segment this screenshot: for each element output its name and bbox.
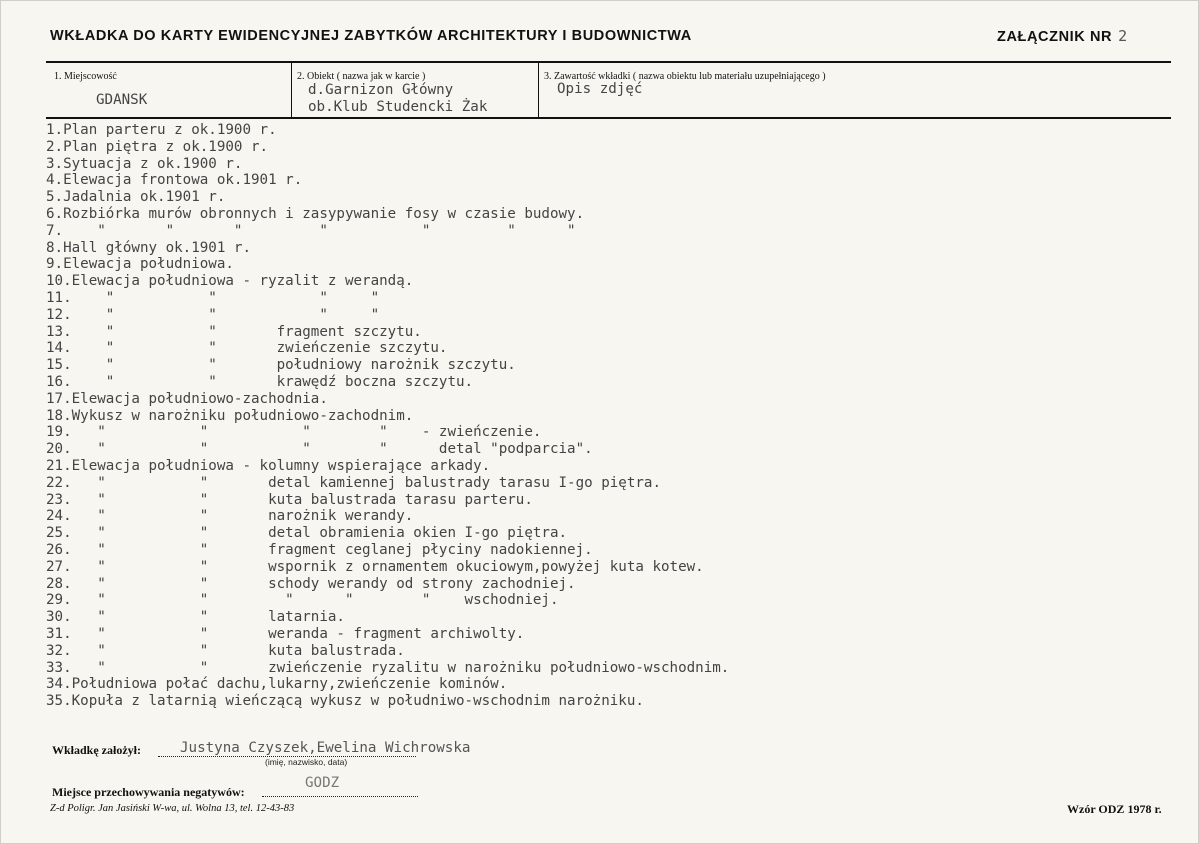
list-item: 8.Hall główny ok.1901 r. — [46, 239, 251, 256]
list-item: 1.Plan parteru z ok.1900 r. — [46, 122, 277, 138]
object-value-line-2: ob.Klub Studencki Żak — [308, 99, 488, 115]
annex-label-text: ZAŁĄCZNIK NR — [997, 29, 1113, 45]
list-item: 17.Elewacja południowo-zachodnia. — [46, 390, 328, 407]
list-item: 32. " " kuta balustrada. — [46, 642, 405, 659]
negatives-value: GODZ — [305, 775, 340, 791]
list-item: 7. " " " " " " " — [46, 222, 576, 239]
column-label-contents: 3. Zawartość wkładki ( nazwa obiektu lub materiału uzupełniającego ) — [544, 71, 826, 82]
list-item: 34.Południowa połać dachu,lukarny,zwieńczenie kominów. — [46, 676, 508, 693]
annex-label — [997, 27, 1128, 45]
list-item: 27. " " wspornik z ornamentem okuciowym,powyżej kuta kotew. — [46, 558, 704, 575]
list-item: 28. " " schody werandy od strony zachodniej. — [46, 575, 576, 592]
list-item: 33. " " zwieńczenie ryzalitu w narożniku południowo-wschodnim. — [46, 659, 730, 676]
header-bottom-rule — [46, 117, 1171, 119]
list-item: 22. " " detal kamiennej balustrady tarasu I-go piętra. — [46, 474, 661, 491]
list-item: 18.Wykusz w narożniku południowo-zachodnim. — [46, 407, 414, 424]
list-item: 19. " " " " - zwieńczenie. — [46, 424, 542, 441]
author-label: Wkładkę założył: — [52, 743, 141, 757]
list-item: 16. " " krawędź boczna szczytu. — [46, 373, 474, 390]
list-item: 5.Jadalnia ok.1901 r. — [46, 189, 226, 206]
list-item: 15. " " południowy narożnik szczytu. — [46, 357, 516, 374]
list-item: 4.Elewacja frontowa ok.1901 r. — [46, 172, 303, 189]
contents-value: Opis zdjęć — [557, 81, 643, 97]
list-item: 20. " " " " detal "podparcia". — [46, 441, 593, 458]
author-value: Justyna Czyszek,Ewelina Wichrowska — [180, 740, 471, 756]
list-item: 6.Rozbiórka murów obronnych i zasypywanie fosy w czasie budowy. — [46, 205, 585, 222]
photo-description-list — [46, 122, 729, 710]
list-item: 31. " " weranda - fragment archiwolty. — [46, 625, 525, 642]
column-divider-1 — [291, 63, 292, 117]
list-item: 3.Sytuacja z ok.1900 r. — [46, 155, 243, 172]
list-item: 12. " " " " — [46, 306, 380, 323]
negatives-dotted-line — [262, 796, 418, 797]
list-item: 24. " " narożnik werandy. — [46, 508, 414, 525]
list-item: 21.Elewacja południowa - kolumny wspierające arkady. — [46, 457, 491, 474]
list-item: 9.Elewacja południowa. — [46, 256, 234, 273]
printer-imprint: Z-d Poligr. Jan Jasiński W-wa, ul. Wolna 13, tel. 12-43-83 — [50, 803, 295, 814]
list-item: 11. " " " " — [46, 289, 380, 306]
author-hint: (imię, nazwisko, data) — [265, 757, 348, 767]
header-top-rule — [46, 61, 1171, 63]
list-item: 30. " " latarnia. — [46, 609, 345, 626]
annex-number: 2 — [1118, 27, 1128, 45]
list-item: 10.Elewacja południowa - ryzalit z werandą. — [46, 273, 414, 290]
list-item: 14. " " zwieńczenie szczytu. — [46, 340, 448, 357]
list-item: 2.Plan piętra z ok.1900 r. — [46, 138, 269, 155]
list-item: 35.Kopuła z latarnią wieńczącą wykusz w południwo-wschodnim narożniku. — [46, 693, 644, 710]
form-title: WKŁADKA DO KARTY EWIDENCYJNEJ ZABYTKÓW ARCHITEKTURY I BUDOWNICTWA — [50, 28, 692, 44]
object-value-line-1: d.Garnizon Główny — [308, 82, 454, 98]
template-id: Wzór ODZ 1978 r. — [1067, 802, 1162, 816]
list-item: 29. " " " " " wschodniej. — [46, 592, 559, 609]
list-item: 13. " " fragment szczytu. — [46, 323, 422, 340]
column-label-locality: 1. Miejscowość — [54, 71, 117, 82]
list-item: 23. " " kuta balustrada tarasu parteru. — [46, 491, 533, 508]
column-divider-2 — [538, 63, 539, 117]
negatives-label: Miejsce przechowywania negatywów: — [52, 785, 245, 799]
locality-value: GDANSK — [96, 92, 148, 108]
list-item: 26. " " fragment ceglanej płyciny nadokiennej. — [46, 541, 593, 558]
column-label-object: 2. Obiekt ( nazwa jak w karcie ) — [297, 71, 426, 82]
list-item: 25. " " detal obramienia okien I-go piętra. — [46, 525, 568, 542]
